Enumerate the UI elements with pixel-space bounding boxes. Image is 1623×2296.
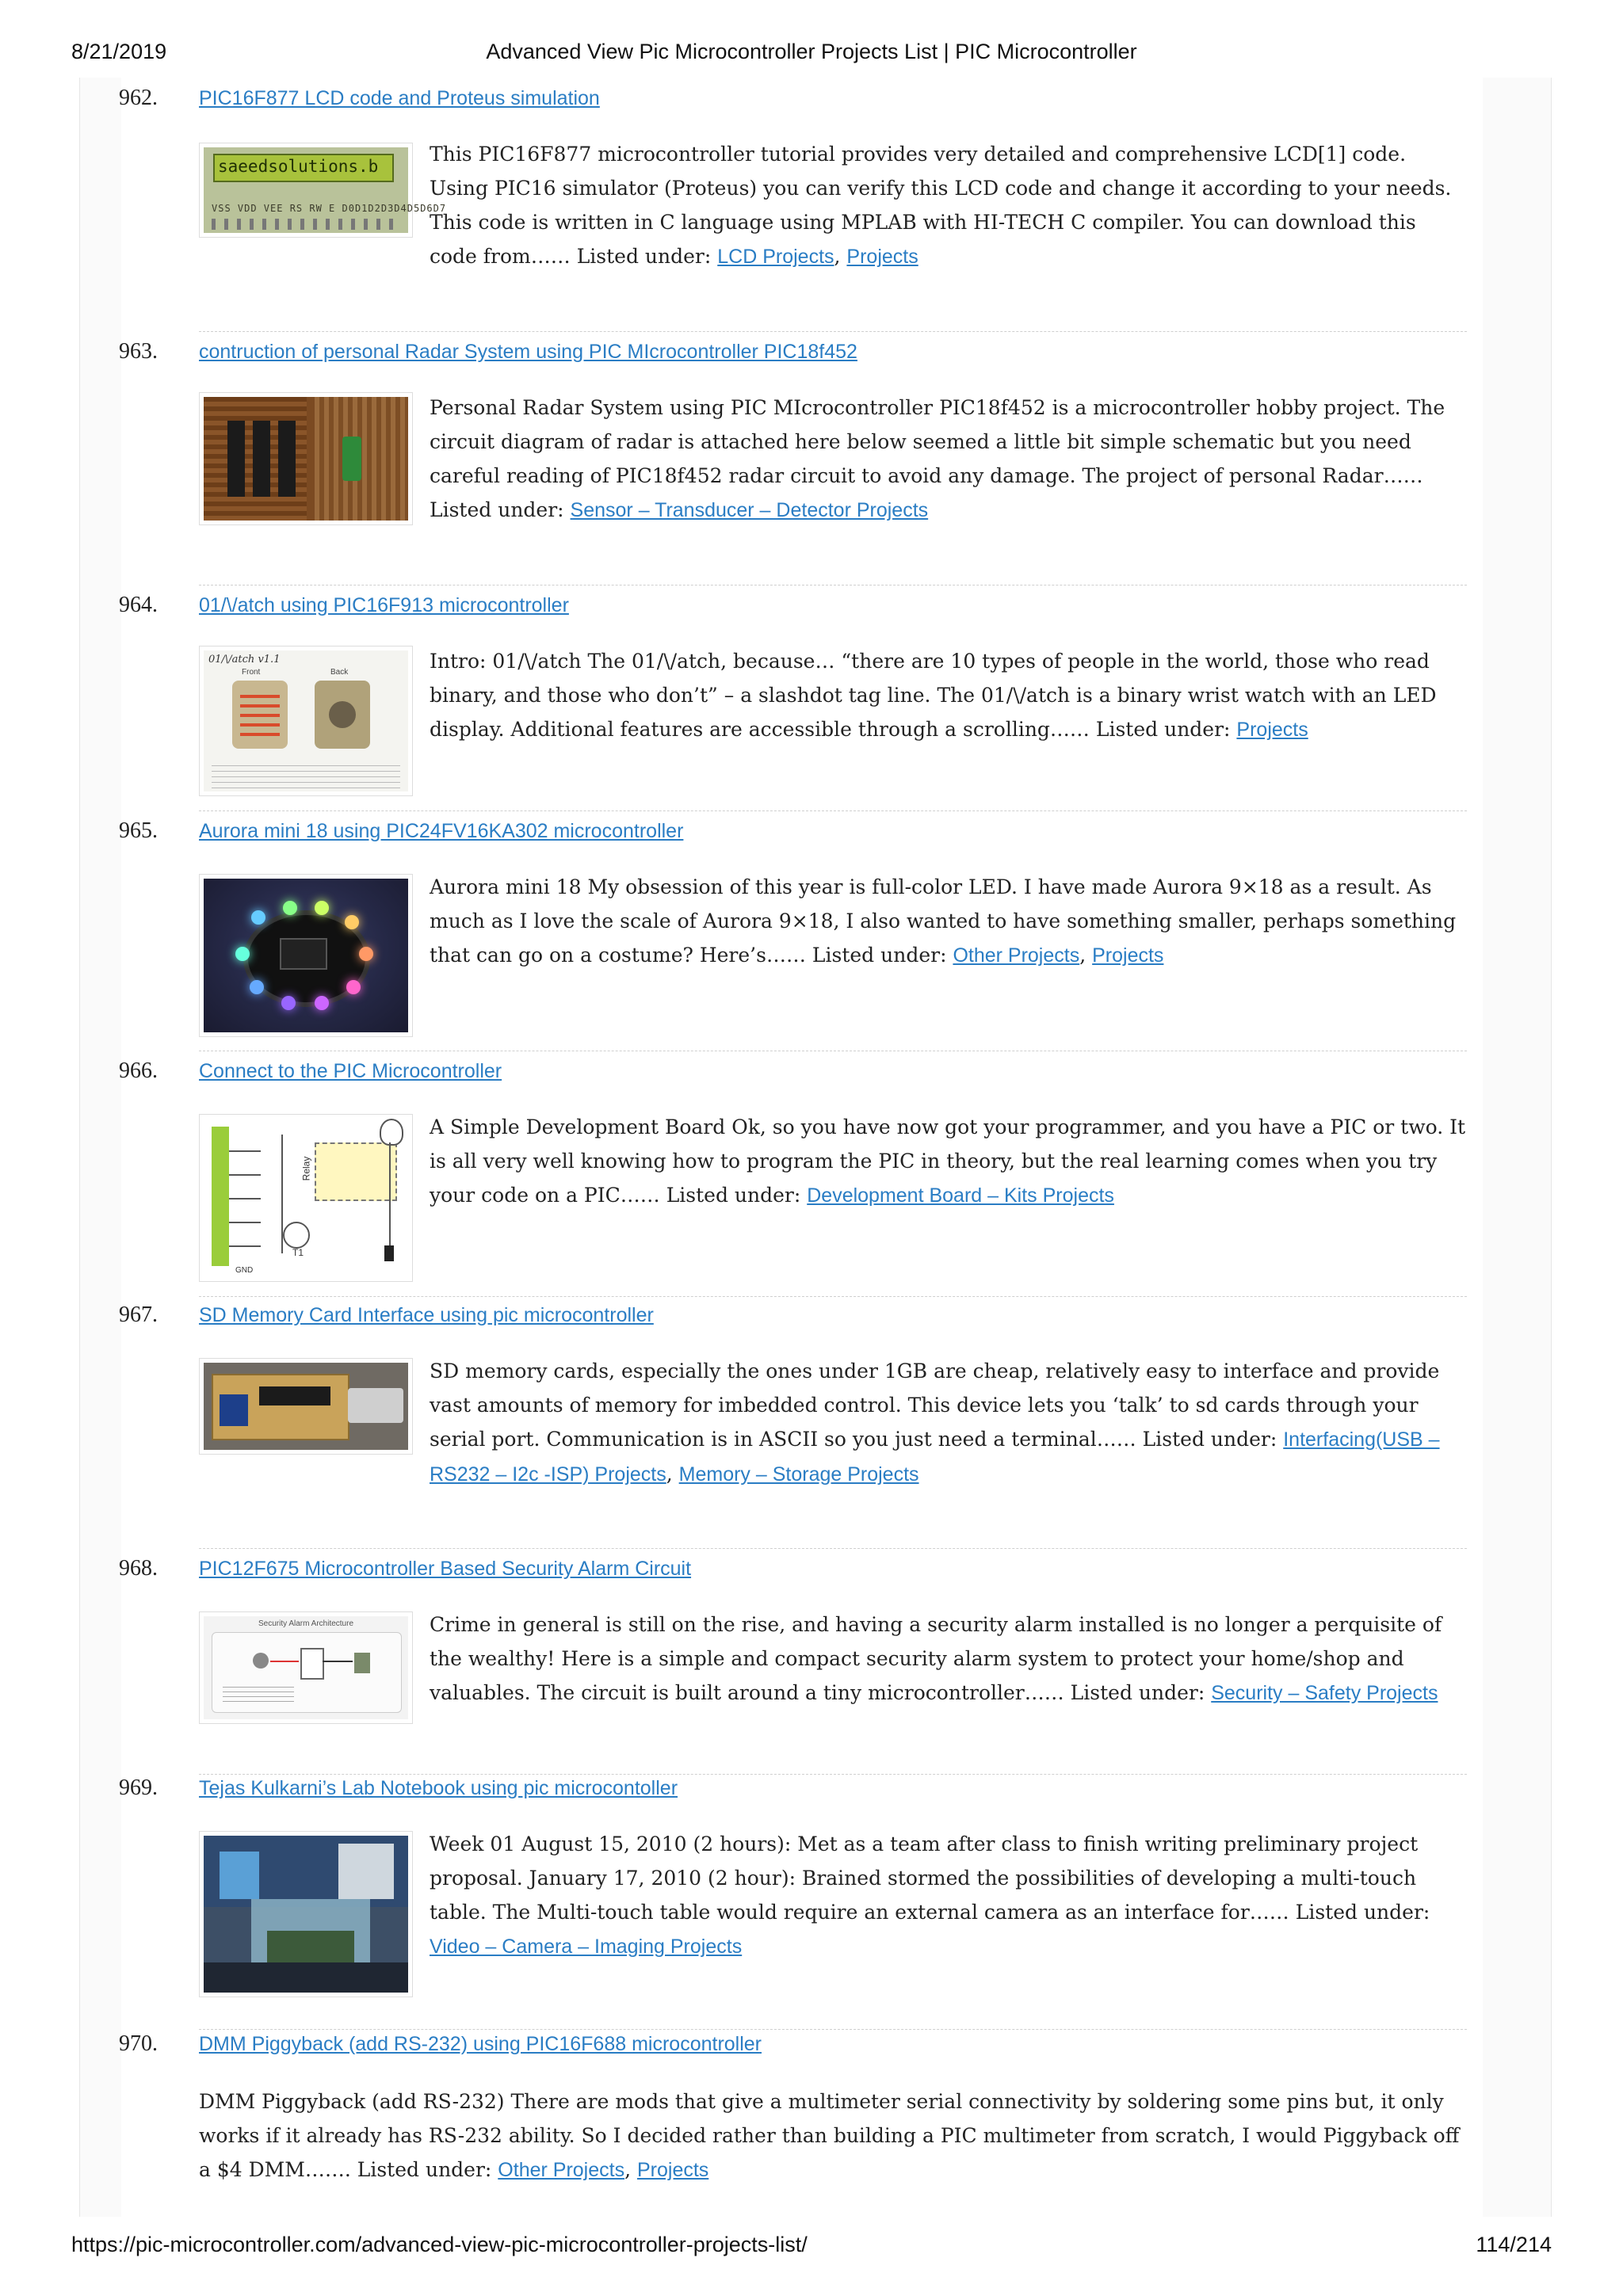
item-number: 963. bbox=[119, 339, 158, 364]
item-text: DMM Piggyback (add RS-232) There are mods that give a multimeter serial connectivity by soldering some pins but, it only works if it already has RS-232 ability. So I decided rather than building a PIC multimeter from scratch, I would Piggyback off a $4 DMM……. Listed under: bbox=[199, 2090, 1460, 2181]
item-description bbox=[430, 391, 1468, 528]
item-thumbnail[interactable] bbox=[199, 143, 447, 238]
print-url: https://pic-microcontroller.com/advanced-view-pic-microcontroller-projects-list/ bbox=[71, 2233, 808, 2256]
item-description: SD memory cards, especially the ones under 1GB are cheap, relatively easy to interface and provide vast amounts of memory for imbedded control. This device lets you ‘talk’ to sd cards through your serial port. Communication is in ASCII so you just need a terminal…… Listed under: Interfacing(USB – RS232 – I2c -ISP) Projects, Memory – Storage Projects bbox=[430, 1360, 1440, 1486]
item-text: Personal Radar System using PIC MIcrocontroller PIC18f452 is a microcontroller hobby project. The circuit diagram of radar is attached here below seemed a little bit simple schematic but you need careful reading of PIC18f452 radar circuit to avoid any damage. The project of personal Radar…… Listed under: bbox=[430, 396, 1445, 521]
list-item bbox=[121, 1775, 1483, 2029]
item-text: Aurora mini 18 My obsession of this year is full-color LED. I have made Aurora 9×18 as a result. As much as I love the scale of Aurora 9×18, I also wanted to have something smaller, perhaps something that can go on a costume? Here’s…… Listed under: bbox=[430, 875, 1457, 967]
item-number: 967. bbox=[119, 1302, 158, 1327]
item-description: DMM Piggyback (add RS-232) There are mods that give a multimeter serial connectivity by soldering some pins but, it only works if it already has RS-232 ability. So I decided rather than building a PIC multimeter from scratch, I would Piggyback off a $4 DMM……. Listed under: Other Projects, Projects bbox=[199, 2090, 1460, 2181]
category-link-projects[interactable]: Projects bbox=[1236, 719, 1308, 741]
item-separator bbox=[199, 810, 1467, 811]
item-description bbox=[430, 1608, 1468, 1711]
list-item bbox=[121, 1302, 1483, 1548]
page-number: 114/214 bbox=[1476, 2233, 1552, 2256]
item-text: Intro: 01/\/atch The 01/\/atch, because… “there are 10 types of people in the world, those who read binary, and those who don’t” – a slashdot tag line. The 01/\/atch is a binary wrist watch with an LED display. Additional features are accessible through a scrolling…… Listed under: bbox=[430, 650, 1437, 741]
item-title-link[interactable]: PIC16F877 LCD code and Proteus simulation bbox=[199, 87, 600, 109]
item-separator bbox=[199, 331, 1467, 332]
project-list bbox=[121, 78, 1483, 2217]
item-thumbnail[interactable] bbox=[199, 1358, 413, 1455]
item-title-link[interactable]: SD Memory Card Interface using pic microcontroller bbox=[199, 1304, 654, 1326]
item-number: 970. bbox=[119, 2031, 158, 2056]
circuit-t1-label: T1 bbox=[292, 1247, 304, 1258]
item-number: 968. bbox=[119, 1556, 158, 1581]
list-item bbox=[121, 2031, 1483, 2214]
item-description: This PIC16F877 microcontroller tutorial provides very detailed and comprehensive LCD[1] code. Using PIC16 simulator (Proteus) you can verify this LCD code and change it according to your needs. This code is written in C language using MPLAB with HI-TECH C compiler. You can download this code from…… Listed under: LCD Projects, Projects bbox=[430, 143, 1452, 268]
category-link-projects[interactable]: Projects bbox=[1092, 944, 1164, 967]
item-separator bbox=[199, 1296, 1467, 1297]
item-text: Week 01 August 15, 2010 (2 hours): Met as a team after class to finish writing preliminary project proposal. January 17, 2010 (2 hour): Brained stormed the possibilities of developing a multi-touch table. The Multi-touch table would require an external camera as an interface for…… Listed under: bbox=[430, 1833, 1430, 1924]
item-number: 969. bbox=[119, 1775, 158, 1800]
list-item bbox=[121, 339, 1483, 585]
category-link-interfacing[interactable]: Interfacing(USB – RS232 – I2c -ISP) Projects bbox=[430, 1428, 1440, 1486]
print-date: 8/21/2019 bbox=[71, 40, 167, 63]
item-description bbox=[430, 1827, 1468, 1964]
print-footer bbox=[0, 2233, 1623, 2260]
alarm-diagram-title: Security Alarm Architecture bbox=[258, 1619, 354, 1628]
list-item bbox=[121, 86, 1483, 331]
category-link-video[interactable]: Video – Camera – Imaging Projects bbox=[430, 1936, 743, 1958]
item-text: Crime in general is still on the rise, and having a security alarm installed is no longer a perquisite of the wealthy! Here is a simple and compact security alarm system to protect your home/shop and valuables. The circuit is built around a tiny microcontroller…… Listed under: bbox=[430, 1613, 1442, 1704]
item-number: 964. bbox=[119, 593, 158, 617]
item-title-link[interactable]: PIC12F675 Microcontroller Based Security Alarm Circuit bbox=[199, 1558, 692, 1580]
circuit-gnd-label: GND bbox=[235, 1266, 254, 1275]
item-description: Aurora mini 18 My obsession of this year is full-color LED. I have made Aurora 9×18 as a result. As much as I love the scale of Aurora 9×18, I also wanted to have something smaller, perhaps something that can go on a costume? Here’s…… Listed under: Other Projects, Projects bbox=[430, 875, 1457, 967]
list-item bbox=[121, 1556, 1483, 1774]
item-number: 962. bbox=[119, 86, 158, 110]
category-link-lcd[interactable]: LCD Projects bbox=[717, 246, 834, 268]
list-item bbox=[121, 1058, 1483, 1296]
watch-diagram-title: 01/\/atch v1.1 bbox=[208, 654, 281, 666]
item-separator bbox=[199, 2029, 1467, 2030]
item-separator bbox=[199, 1774, 1467, 1775]
item-thumbnail[interactable] bbox=[199, 1114, 413, 1282]
item-thumbnail[interactable] bbox=[199, 646, 413, 796]
item-description bbox=[430, 644, 1468, 747]
item-text: A Simple Development Board Ok, so you have now got your programmer, and you have a PIC or two. It is all very well knowing how to program the PIC in theory, but the real learning comes when you try your code on a PIC…… Listed under: bbox=[430, 1116, 1466, 1207]
category-link-other[interactable]: Other Projects bbox=[953, 944, 1080, 967]
item-title-link[interactable]: DMM Piggyback (add RS-232) using PIC16F688 microcontroller bbox=[199, 2033, 762, 2055]
print-title: Advanced View Pic Microcontroller Projects List | PIC Microcontroller bbox=[486, 40, 1137, 63]
item-thumbnail[interactable] bbox=[199, 392, 413, 525]
list-item bbox=[121, 818, 1483, 1051]
item-title-link[interactable]: Tejas Kulkarni’s Lab Notebook using pic microcontoller bbox=[199, 1777, 678, 1799]
category-link-sensor[interactable]: Sensor – Transducer – Detector Projects bbox=[570, 499, 929, 521]
item-title-link[interactable]: 01/\/atch using PIC16F913 microcontroller bbox=[199, 594, 569, 616]
category-link-projects[interactable]: Projects bbox=[636, 2159, 709, 2181]
item-title-link[interactable]: contruction of personal Radar System using PIC MIcrocontroller PIC18f452 bbox=[199, 341, 857, 363]
print-header bbox=[0, 40, 1623, 67]
list-item bbox=[121, 593, 1483, 810]
item-title-link[interactable]: Connect to the PIC Microcontroller bbox=[199, 1060, 502, 1082]
item-text: This PIC16F877 microcontroller tutorial provides very detailed and comprehensive LCD[1] code. Using PIC16 simulator (Proteus) you can verify this LCD code and change it according to your needs. This code is written in C language using MPLAB with HI-TECH C compiler. You can download this code from…… Listed under: bbox=[430, 143, 1452, 268]
category-link-security[interactable]: Security – Safety Projects bbox=[1211, 1682, 1438, 1704]
item-number: 965. bbox=[119, 818, 158, 843]
watch-front-label: Front bbox=[242, 668, 261, 677]
watch-back-label: Back bbox=[330, 668, 349, 677]
item-thumbnail[interactable] bbox=[199, 874, 413, 1037]
lcd-pin-labels: VSS VDD VEE RS RW E D0D1D2D3D4D5D6D7 bbox=[212, 203, 447, 214]
item-separator bbox=[199, 1548, 1467, 1549]
circuit-relay-label: Relay bbox=[300, 1156, 312, 1181]
item-thumbnail[interactable] bbox=[199, 1611, 413, 1724]
item-number: 966. bbox=[119, 1058, 158, 1083]
lcd-display-text: saeedsolutions.b bbox=[218, 157, 379, 176]
category-link-memory[interactable]: Memory – Storage Projects bbox=[678, 1463, 919, 1486]
item-title-link[interactable]: Aurora mini 18 using PIC24FV16KA302 microcontroller bbox=[199, 820, 684, 842]
item-text: SD memory cards, especially the ones under 1GB are cheap, relatively easy to interface and provide vast amounts of memory for imbedded control. This device lets you ‘talk’ to sd cards through your serial port. Communication is in ASCII so you just need a terminal…… Listed under: bbox=[430, 1360, 1440, 1451]
item-thumbnail[interactable] bbox=[199, 1831, 413, 1997]
category-link-other[interactable]: Other Projects bbox=[498, 2159, 625, 2181]
item-description bbox=[430, 1110, 1468, 1213]
category-link-devboard[interactable]: Development Board – Kits Projects bbox=[807, 1184, 1114, 1207]
category-link-projects[interactable]: Projects bbox=[846, 246, 918, 268]
